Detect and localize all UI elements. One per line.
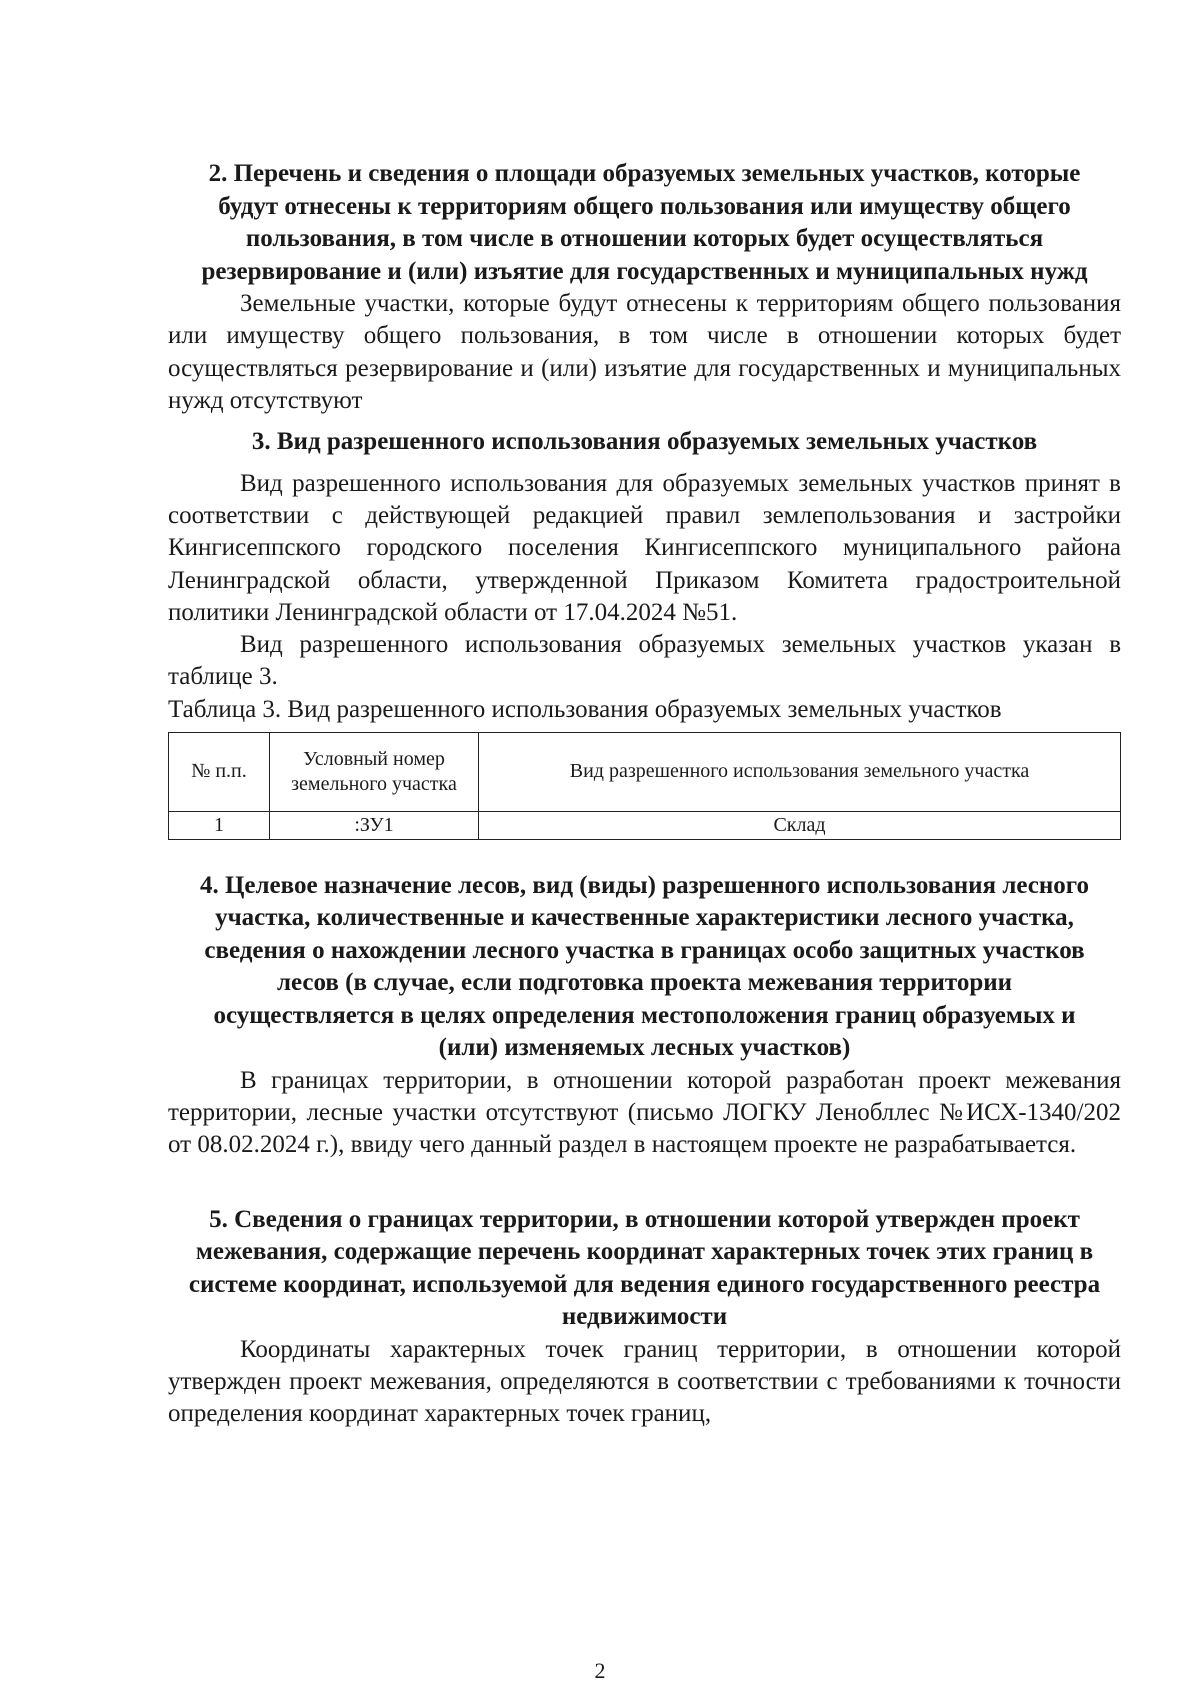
- page-number: 2: [594, 1658, 606, 1683]
- table-3-caption: Таблица 3. Вид разрешенного использования образуемых земельных участков: [168, 695, 1002, 723]
- section-5-paragraph: Координаты характерных точек границ территории, в отношении которой утвержден проект межевания, определяются в соответствии с требованиями к точности определения координат характерных точек границ,: [168, 1335, 1121, 1428]
- section-5-heading: 5. Сведения о границах территории, в отношении которой утвержден проект межевания, содержащие перечень координат характерных точек этих границ в системе координат, используемой для ведения единого государственного реестра недвижимости: [188, 1205, 1101, 1331]
- table-row: [169, 811, 1121, 839]
- section-3-heading: 3. Вид разрешенного использования образуемых земельных участков: [251, 428, 1038, 456]
- table-header-cell: Вид разрешенного использования земельного участка: [479, 732, 1121, 811]
- table-cell: :ЗУ1: [270, 811, 479, 839]
- table-3: [168, 732, 1121, 840]
- section-3-paragraph-2: Вид разрешенного использования образуемых земельных участков указан в таблице 3.: [168, 631, 1121, 691]
- table-cell: 1: [169, 811, 270, 839]
- document-page: [168, 158, 1121, 1431]
- table-header-cell: № п.п.: [169, 732, 270, 811]
- table-header-cell: [270, 732, 479, 811]
- section-2-heading: 2. Перечень и сведения о площади образуемых земельных участков, которые будут отнесены к территориям общего пользования или имуществу общего пользования, в том числе в отношении которых будет осуществляться резервирование и (или) изъятие для государственных и муниципальных нужд: [201, 160, 1088, 285]
- section-3-paragraph-1: Вид разрешенного использования для образуемых земельных участков принят в соответствии с действующей редакцией правил землепользования и застройки Кингисеппского городского поселения Кингисеппского муниципального района Ленинградской области, утвержденной Приказом Комитета градостроительной политики Ленинградской области от 17.04.2024 №51.: [168, 469, 1121, 626]
- table-header-cell-text: Условный номер земельного участка: [291, 747, 457, 795]
- section-4-heading: 4. Целевое назначение лесов, вид (виды) разрешенного использования лесного участка, количественные и качественные характеристики лесного участка, сведения о нахождении лесного участка в границах особо защитных участков лесов (в случае, если подготовка проекта межевания территории осуществляется в целях определения местоположения границ образуемых и (или) изменяемых лесных участков): [199, 871, 1089, 1062]
- table-header-row: [169, 732, 1121, 811]
- section-4-paragraph: В границах территории, в отношении которой разработан проект межевания территории, лесные участки отсутствуют (письмо ЛОГКУ Ленобллес №ИСХ-1340/202 от 08.02.2024 г.), ввиду чего данный раздел в настоящем проекте не разрабатывается.: [168, 1066, 1121, 1159]
- section-2-paragraph: Земельные участки, которые будут отнесены к территориям общего пользования или имуществу общего пользования, в том числе в отношении которых будет осуществляться резервирование и (или) изъятие для государственных и муниципальных нужд отсутствуют: [168, 290, 1121, 414]
- table-cell: Склад: [479, 811, 1121, 839]
